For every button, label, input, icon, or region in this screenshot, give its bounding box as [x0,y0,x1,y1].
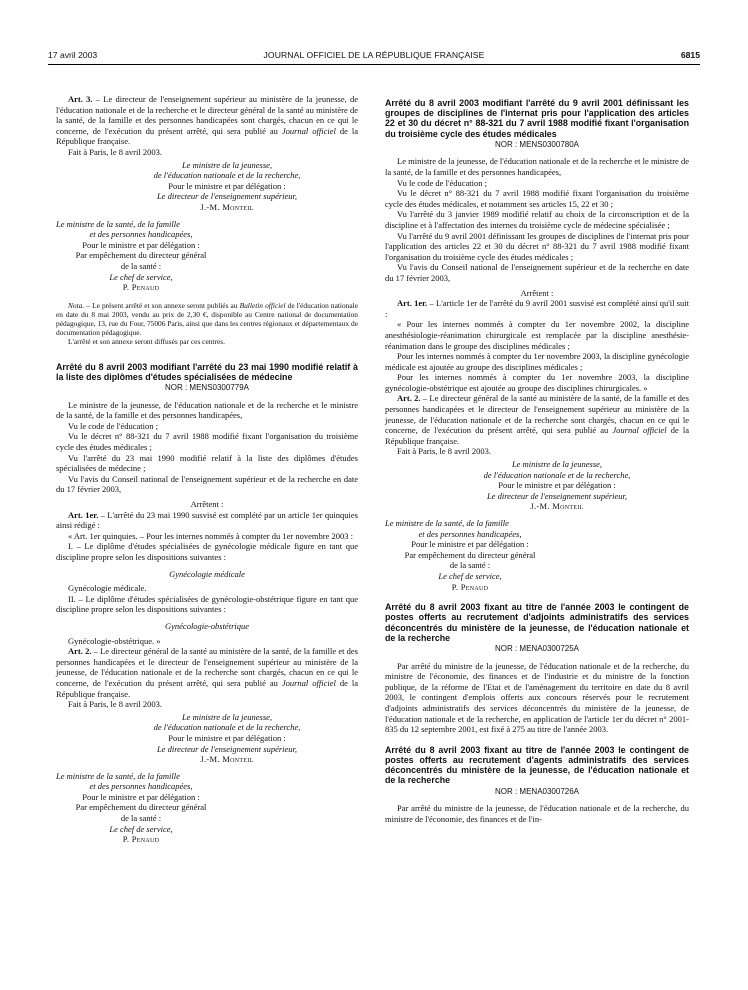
signature-block-4: Le ministre de la santé, de la famille et des personnes handicapées, Pour le ministre et par délégation : Par empêchement du directeur général de la santé : Le chef de service, P. Penaud [56,770,207,845]
article-2-paragraph: Art. 2. – Le directeur général de la santé au ministère de la santé, de la famille et des personnes handicapées et le directeur de l'enseignement supérieur au ministère de la jeunesse, de l'éducation nationale et de la recherche sont chargés, chacun en ce qui le concerne, de l'exécution du présent arrêté, qui sera publié au Journal officiel de la République française. [385,393,689,446]
article-1-para: Pour les internes nommés à compter du 1er novembre 2003, la discipline gynécologie médicale est ajoutée au groupe des disciplines médicales ; [385,351,689,372]
subheading-gyn-med: Gynécologie médicale [169,568,245,579]
article-3-paragraph: Art. 3. – Le directeur de l'enseignement supérieur au ministère de la jeunesse, de l'éducation nationale et de la recherche et le directeur général de la santé au ministère de la santé, de la famille et des personnes handicapées sont chargés, chacun en ce qui le concerne, de l'exécution du présent arrêté, qui sera publié au Journal officiel de la République française. [56,94,358,147]
header-rule [48,64,700,65]
decree-paragraph: Par arrêté du ministre de la jeunesse, de l'éducation nationale et de la recherche, du ministre de l'économie, des finances et de l'industrie et du ministre de la fonction publique, de la réforme de l'Etat et de l'aménagement du territoire en date du 8 avril 2003, le contingent d'emplois offerts aux concours réservés pour le recrutement d'adjoints administratifs des services déconcentrés du ministère de la jeunesse, de l'éducation nationale et de la recherche, en application de l'article 1er du décret n° 2001-835 du 12 septembre 2001, est fixé à 275 au titre de l'année 2003. [385,660,689,735]
point-1: I. – Le diplôme d'études spécialisées de gynécologie médicale figure en tant que discipline propre selon les dispositions suivantes : [56,541,358,562]
arretent: Arrêtent : [520,287,554,298]
article-1-paragraph: Art. 1er. – L'article 1er de l'arrêté du 9 avril 2001 susvisé est complété ainsi qu'il suit : [385,298,689,319]
signature-date: Fait à Paris, le 8 avril 2003. [68,146,162,157]
vu-item: Vu le code de l'éducation ; [397,177,488,188]
signature-block-6: Le ministre de la santé, de la famille et des personnes handicapées, Pour le ministre et par délégation : Par empêchement du directeur général de la santé : Le chef de service, P. Penaud [385,518,536,592]
vu-item: Vu l'avis du Conseil national de l'enseignement supérieur et de la recherche en date du 17 février 2003, [56,473,358,495]
signature-block-2: Le ministre de la santé, de la famille et des personnes handicapées, Pour le ministre et par délégation : Par empêchement du directeur général de la santé : Le chef de service, P. Penaud [56,218,207,293]
gyn-med-line: Gynécologie médicale. [68,583,147,594]
vu-item: Vu l'arrêté du 3 janvier 1989 modifié relatif au choix de la circonscription et de la discipline et à l'affectation des internes du troisième cycle de médecine spécialisée ; [385,209,689,230]
decree-title: Arrêté du 8 avril 2003 modifiant l'arrêté du 23 mai 1990 modifié relatif à la liste des diplômes d'études spécialisées de médecine [56,361,358,382]
header-date: 17 avril 2003 [48,50,98,60]
gyn-obs-line: Gynécologie-obstétrique. » [68,635,161,646]
signature-block-1: Le ministre de la jeunesse, de l'éducation nationale et de la recherche, Pour le ministre et par délégation : Le directeur de l'enseignement supérieur, J.-M. Monteil [153,159,301,212]
left-column [56,94,358,845]
vu-item: Vu l'arrêté du 9 avril 2001 définissant les groupes de disciplines de l'internat pris pour l'application des articles 22 et 30 du décret n° 88-321 du 7 avril 1988 modifié fixant l'organisation du troisième cycle des études médicales ; [385,230,689,262]
page-header [48,50,700,64]
point-2: II. – Le diplôme d'études spécialisées de gynécologie-obstétrique figure en tant que discipline propre selon les dispositions suivantes : [56,593,358,615]
article-label: Art. 3. [68,94,93,104]
decree-title: Arrêté du 8 avril 2003 fixant au titre de l'année 2003 le contingent de postes offerts au recrutement d'agents administratifs des services déconcentrés du ministère de la jeunesse, de l'éducation nationale et de la recherche [385,744,689,786]
article-1-paragraph: Art. 1er. – L'arrêté du 23 mai 1990 susvisé est complété par un article 1er quinquies ainsi rédigé : [56,509,358,531]
decree-intro: Le ministre de la jeunesse, de l'éducation nationale et de la recherche et le ministre de la santé, de la famille et des personnes handicapées, [385,156,689,177]
nor-reference: NOR : MENS0300779A [164,383,250,393]
vu-item: Vu le code de l'éducation ; [68,420,159,431]
nor-reference: NOR : MENS0300780A [494,139,580,149]
vu-item: Vu le décret n° 88-321 du 7 avril 1988 modifié fixant l'organisation du troisième cycle des études médicales, et notamment ses articles 15, 22 et 30 ; [385,188,689,209]
signature-block-3: Le ministre de la jeunesse, de l'éducation nationale et de la recherche, Pour le ministre et par délégation : Le directeur de l'enseignement supérieur, J.-M. Monteil [153,711,301,765]
decree-title: Arrêté du 8 avril 2003 modifiant l'arrêté du 9 avril 2001 définissant les groupes de disciplines de l'internat pris pour l'application des articles 22 et 30 du décret n° 88-321 du 7 avril 1988 modifié fixant l'organisation du troisième cycle des études médicales [385,98,689,139]
article-quinquies: « Art. 1er quinquies. – Pour les internes nommés à compter du 1er novembre 2003 : [68,530,353,541]
signature-block-5: Le ministre de la jeunesse, de l'éducation nationale et de la recherche, Pour le ministre et par délégation : Le directeur de l'enseignement supérieur, J.-M. Monteil [483,459,631,512]
decree-intro: Le ministre de la jeunesse, de l'éducation nationale et de la recherche et le ministre de la santé, de la famille et des personnes handicapées, [56,399,358,421]
nota-note: Nota. – Le présent arrêté et son annexe seront publiés au Bulletin officiel de l'éducation nationale en date du 8 mai 2003, vendu au prix de 2,30 €, disponible au Centre national de documentation pédagogique, 13, rue du Four, 75006 Paris, ainsi que dans les centres régionaux et départementaux de documentation pédagogique. L'arrêté et son annexe seront diffusés par ces centres. [56,300,358,346]
article-2-paragraph: Art. 2. – Le directeur général de la santé au ministère de la santé, de la famille et des personnes handicapées et le directeur de l'enseignement supérieur au ministère de la jeunesse, de l'éducation nationale et de la recherche sont chargés, chacun en ce qui le concerne, de l'exécution du présent arrêté, qui sera publié au Journal officiel de la République française. [56,646,358,699]
signature-date: Fait à Paris, le 8 avril 2003. [68,699,162,710]
header-page-number: 6815 [680,50,700,60]
arretent: Arrêtent : [190,499,224,510]
article-1-para: Pour les internes nommés à compter du 1er novembre 2003, la discipline gynécologie-obstétrique est ajoutée au groupe des disciplines chirurgicales. » [385,372,689,393]
vu-item: Vu l'avis du Conseil national de l'enseignement supérieur et de la recherche en date du 17 février 2003, [385,262,689,283]
signature-date: Fait à Paris, le 8 avril 2003. [397,446,491,457]
article-1-para: « Pour les internes nommés à compter du 1er novembre 2002, la discipline anesthésiologie-réanimation chirurgicale est remplacée par la discipline anesthésie-réanimation dans le groupe des disciplines médicales ; [385,319,689,351]
decree-paragraph: Par arrêté du ministre de la jeunesse, de l'éducation nationale et de la recherche, du ministre de l'économie, des finances et de l'in- [385,803,689,824]
subheading-gyn-obs: Gynécologie-obstétrique [164,620,250,631]
decree-title: Arrêté du 8 avril 2003 fixant au titre de l'année 2003 le contingent de postes offerts au recrutement d'adjoints administratifs des services déconcentrés du ministère de la jeunesse, de l'éducation nationale et de la recherche [385,602,689,643]
right-column [385,98,689,824]
nor-reference: NOR : MENA0300726A [494,786,580,796]
vu-item: Vu le décret n° 88-321 du 7 avril 1988 modifié fixant l'organisation du troisième cycle des études médicales ; [56,431,358,453]
vu-item: Vu l'arrêté du 23 mai 1990 modifié relatif à la liste des diplômes d'études spécialisées de médecine ; [56,452,358,474]
nor-reference: NOR : MENA0300725A [494,643,580,653]
header-journal-title: JOURNAL OFFICIEL DE LA RÉPUBLIQUE FRANÇAISE [263,50,485,60]
